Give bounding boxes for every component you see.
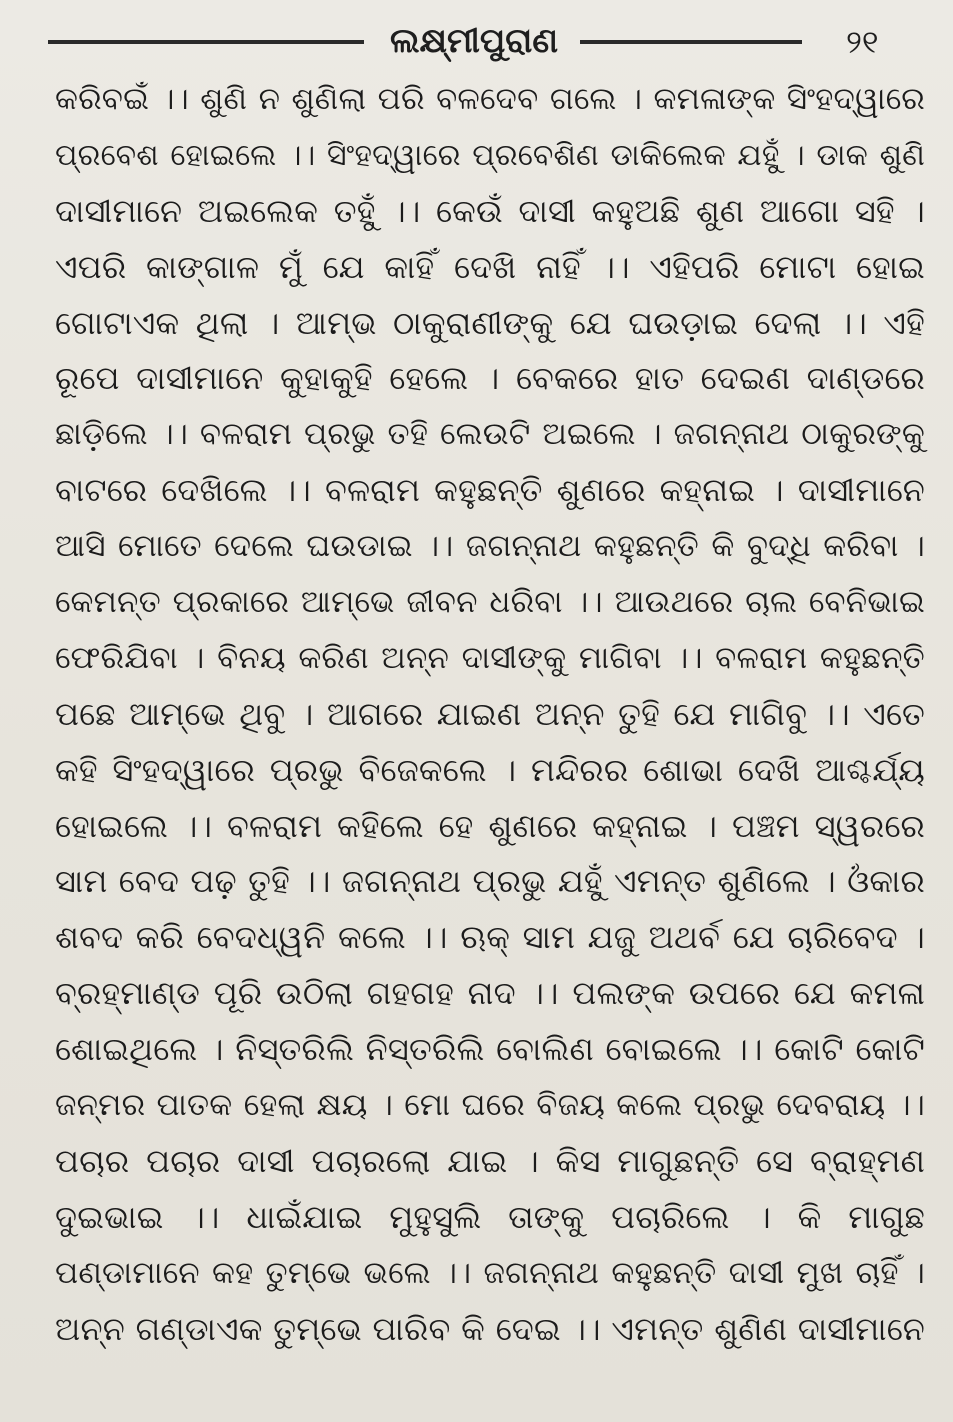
body-text [55, 72, 925, 1357]
running-title: ଲକ୍ଷ୍ମୀପୁରାଣ [389, 21, 559, 61]
text-line-20: ପଚାର ପଚାର ଦାସୀ ପଚାରଲୋ ଯାଇ । କିସ ମାଗୁଛନ୍ତି ସେ ବ୍ରାହ୍ମଣ [55, 1141, 925, 1180]
text-line-11: ଫେରିଯିବା । ବିନୟ କରିଣ ଅନ୍ନ ଦାସୀଙ୍କୁ ମାଗିବା ।। ବଳରାମ କହୁଛନ୍ତି [55, 639, 925, 676]
text-line-8: ବାଟରେ ଦେଖିଲେ ।। ବଳରାମ କହୁଛନ୍ତି ଶୁଣରେ କହ୍ନାଇ । ଦାସୀମାନେ [55, 471, 925, 510]
text-line-21: ଦୁଇଭାଇ ।। ଧାଇଁଯାଇ ମୁହୁସୁଲି ତାଙ୍କୁ ପଚାରିଲେ । କି ମାଗୁଛ [55, 1197, 925, 1236]
text-line-7: ଛାଡ଼ିଲେ ।। ବଳରାମ ପ୍ରଭୁ ତହି ଲେଉଟି ଅଇଲେ । ଜଗନ୍ନାଥ ଠାକୁରଙ୍କୁ [55, 416, 925, 453]
header-rule-right [580, 40, 802, 44]
text-line-2: ପ୍ରବେଶ ହୋଇଲେ ।। ସିଂହଦ୍ୱାରେ ପ୍ରବେଶିଣ ଡାକିଲେକ ଯହୁଁ । ଡାକ ଶୁଣି [55, 137, 925, 173]
text-line-22: ପଣ୍ଡାମାନେ କହ ତୁମ୍ଭେ ଭଲେ ।। ଜଗନ୍ନାଥ କହୁଛନ୍ତି ଦାସୀ ମୁଖ ଚାହିଁ । [55, 1254, 925, 1291]
text-line-9: ଆସି ମୋତେ ଦେଲେ ଘଉଡାଇ ।। ଜଗନ୍ନାଥ କହୁଛନ୍ତି କି ବୁଦ୍ଧି କରିବା । [55, 528, 925, 565]
text-line-23: ଅନ୍ନ ଗଣ୍ଡାଏକ ତୁମ୍ଭେ ପାରିବ କି ଦେଇ ।। ଏମନ୍ତ ଶୁଣିଣ ଦାସୀମାନେ [55, 1309, 925, 1348]
text-line-5: ଗୋଟାଏକ ଥିଲା । ଆମ୍ଭ ଠାକୁରାଣୀଙ୍କୁ ଯେ ଘଉଡ଼ାଇ ଦେଲା ।। ଏହି [55, 303, 925, 342]
text-line-18: ଶୋଇଥିଲେ । ନିସ୍ତରିଲି ନିସ୍ତରିଲି ବୋଲିଣ ବୋଇଲେ ।। କୋଟି କୋଟି [55, 1030, 925, 1069]
page-header [0, 14, 953, 70]
text-line-12: ପଛେ ଆମ୍ଭେ ଥିବୁ । ଆଗରେ ଯାଇଣ ଅନ୍ନ ତୁହି ଯେ ମାଗିବୁ ।। ଏତେ [55, 694, 925, 733]
page-number: ୨୧ [846, 23, 879, 61]
header-rule-left [48, 40, 364, 44]
text-line-17: ବ୍ରହ୍ମାଣ୍ଡ ପୂରି ଉଠିଲା ଗହଗହ ନାଦ ।। ପଲଙ୍କ ଉପରେ ଯେ କମଳା [55, 974, 925, 1013]
text-line-19: ଜନ୍ମର ପାତକ ହେଲା କ୍ଷୟ । ମୋ ଘରେ ବିଜୟ କଲେ ପ୍ରଭୁ ଦେବରାୟ ।। [55, 1087, 925, 1124]
text-line-1: କରିବଇଁ ।। ଶୁଣି ନ ଶୁଣିଲା ପରି ବଳଦେବ ଗଲେ । କମଳାଙ୍କ ସିଂହଦ୍ୱାରେ [55, 81, 925, 117]
text-line-13: କହି ସିଂହଦ୍ୱାରେ ପ୍ରଭୁ ବିଜେକଲେ । ମନ୍ଦିରର ଶୋଭା ଦେଖି ଆଶ୍ଚର୍ଯ୍ୟ [55, 750, 925, 789]
text-line-14: ହୋଇଲେ ।। ବଳରାମ କହିଲେ ହେ ଶୁଣରେ କହ୍ନାଇ । ପଞ୍ଚମ ସ୍ୱରରେ [55, 806, 925, 845]
text-line-10: କେମନ୍ତ ପ୍ରକାରେ ଆମ୍ଭେ ଜୀବନ ଧରିବା ।। ଆଉଥରେ ଚାଲ ବେନିଭାଇ [55, 584, 925, 621]
text-line-3: ଦାସୀମାନେ ଅଇଲେକ ତହୁଁ ।। କେଉଁ ଦାସୀ କହୁଅଛି ଶୁଣ ଆଗୋ ସହି । [55, 191, 925, 230]
text-line-15: ସାମ ବେଦ ପଢ଼ ତୁହି ।। ଜଗନ୍ନାଥ ପ୍ରଭୁ ଯହୁଁ ଏମନ୍ତ ଶୁଣିଲେ । ଓଁକାର [55, 862, 925, 901]
text-line-4: ଏପରି କାଙ୍ଗାଳ ମୁଁ ଯେ କାହିଁ ଦେଖି ନାହିଁ ।। ଏହିପରି ମୋଟା ହୋଇ [55, 247, 925, 286]
text-line-16: ଶବଦ କରି ବେଦଧ୍ୱନି କଲେ ।। ଋକ୍ ସାମ ଯଜୁ ଅଥର୍ବ ଯେ ଚାରିବେଦ । [55, 918, 925, 957]
text-line-6: ରୂପେ ଦାସୀମାନେ କୁହାକୁହି ହେଲେ । ବେକରେ ହାତ ଦେଇଣ ଦାଣ୍ଡରେ [55, 359, 925, 398]
